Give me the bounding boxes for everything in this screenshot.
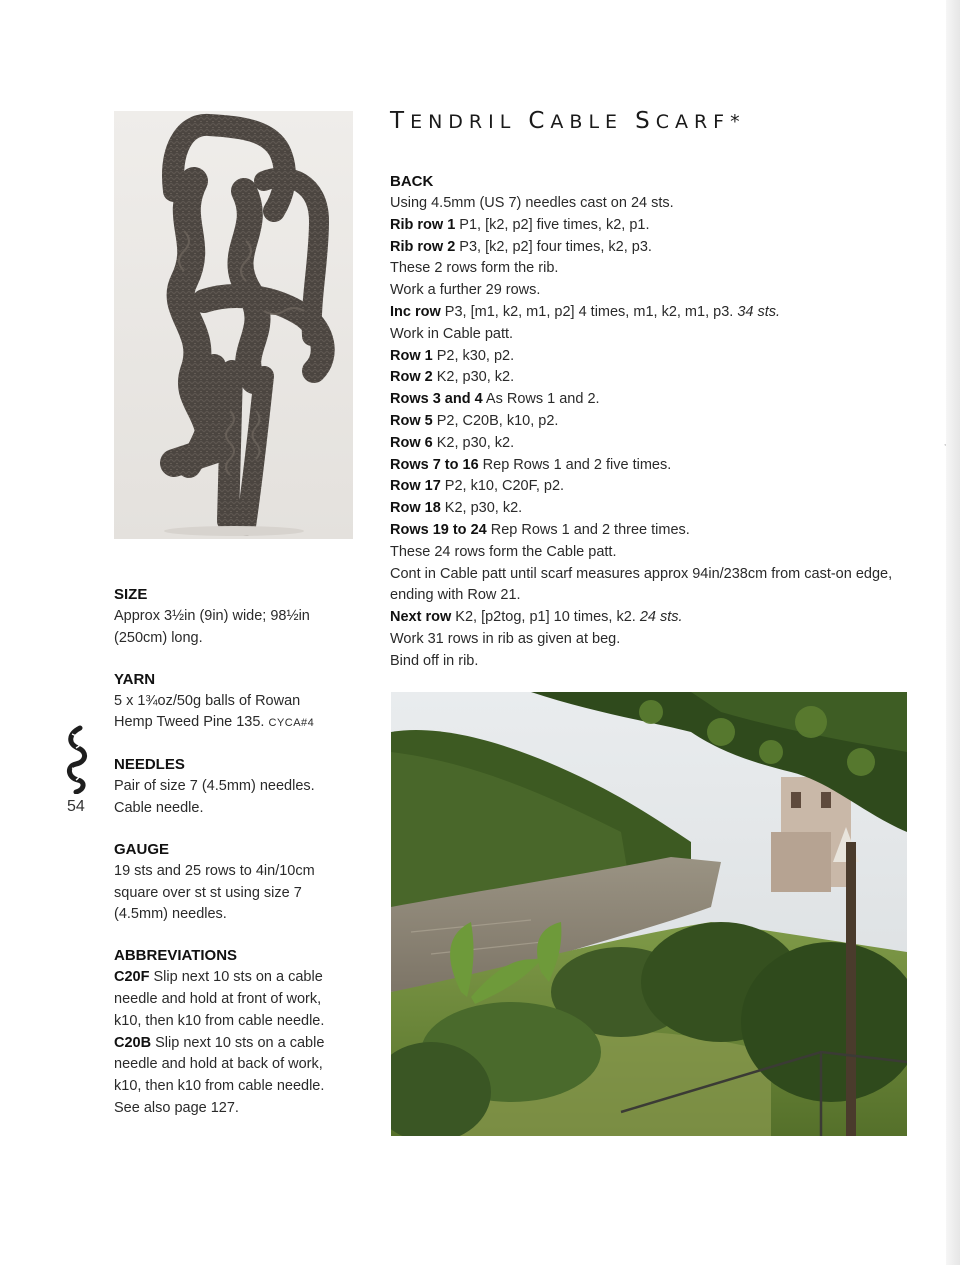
abbreviation-line: See also page 127.	[114, 1099, 239, 1116]
yarn-section	[114, 669, 354, 736]
yarn-heading: YARN	[114, 670, 156, 688]
abbreviations-heading: ABBREVIATIONS	[114, 947, 238, 965]
instruction-line: Row 18 K2, p30, k2.	[390, 500, 523, 517]
abbreviation-line: k10, then k10 from cable needle.	[114, 1012, 325, 1029]
instruction-line: These 24 rows form the Cable patt.	[390, 543, 617, 560]
instruction-line: Work 31 rows in rib as given at beg.	[390, 630, 621, 647]
needles-heading: NEEDLES	[114, 756, 185, 774]
cyca-weight: CYCA#4	[268, 717, 315, 730]
instruction-line: Row 5 P2, C20B, k10, p2.	[390, 412, 559, 429]
instruction-line: Cont in Cable patt until scarf measures approx 94in/238cm from cast-on edge, ending with Row 21.	[390, 565, 893, 604]
landscape-photo	[391, 692, 907, 1136]
gauge-line: (4.5mm) needles.	[114, 906, 227, 923]
size-line: Approx 3½in (9in) wide; 98½in	[114, 608, 310, 624]
abbreviation-line: needle and hold at back of work,	[114, 1056, 323, 1073]
cable-ornament-icon	[64, 724, 90, 794]
abbreviation-line: C20B Slip next 10 sts on a cable	[114, 1034, 325, 1051]
abbreviation-line: k10, then k10 from cable needle.	[114, 1078, 325, 1095]
instruction-line: Work in Cable patt.	[390, 325, 514, 342]
instruction-line: Rib row 1 P1, [k2, p2] five times, k2, p1.	[390, 216, 650, 233]
abbreviation-line: C20F Slip next 10 sts on a cable	[114, 969, 323, 986]
left-column	[114, 584, 354, 1139]
size-section	[114, 584, 354, 650]
back-instructions	[390, 171, 900, 673]
scarf-photo	[114, 111, 353, 539]
gauge-heading: GAUGE	[114, 840, 170, 858]
instruction-line: Bind off in rib.	[390, 652, 479, 669]
scan-speck: ,	[944, 438, 947, 447]
needles-section	[114, 754, 354, 820]
size-line: (250cm) long.	[114, 629, 203, 646]
needles-line: Pair of size 7 (4.5mm) needles.	[114, 778, 315, 795]
instruction-line: Using 4.5mm (US 7) needles cast on 24 sts.	[390, 195, 674, 211]
page-edge	[946, 0, 960, 1265]
page-title: TENDRIL CABLE SCARF*	[390, 108, 746, 134]
instruction-line: Row 6 K2, p30, k2.	[390, 434, 515, 451]
gauge-section	[114, 839, 354, 926]
abbreviations-section	[114, 945, 354, 1120]
needles-line: Cable needle.	[114, 799, 204, 816]
instruction-line: These 2 rows form the rib.	[390, 260, 559, 277]
instruction-line: Row 17 P2, k10, C20F, p2.	[390, 478, 565, 495]
page-number: 54	[67, 798, 85, 815]
abbreviation-line: needle and hold at front of work,	[114, 990, 322, 1007]
instruction-line: Row 2 K2, p30, k2.	[390, 369, 515, 386]
instruction-line: Inc row P3, [m1, k2, m1, p2] 4 times, m1, k2, m1, p3. 34 sts.	[390, 303, 781, 320]
instruction-line: Work a further 29 rows.	[390, 282, 541, 299]
instruction-line: Rows 7 to 16 Rep Rows 1 and 2 five times.	[390, 456, 672, 473]
yarn-line-2: Hemp Tweed Pine 135. CYCA#4	[114, 714, 315, 731]
instruction-line: Row 1 P2, k30, p2.	[390, 347, 515, 364]
instruction-line: Rows 19 to 24 Rep Rows 1 and 2 three times.	[390, 521, 690, 538]
yarn-line: 5 x 1¾oz/50g balls of Rowan	[114, 692, 301, 709]
back-heading: BACK	[390, 173, 434, 190]
instruction-line: Next row K2, [p2tog, p1] 10 times, k2. 24 sts.	[390, 609, 683, 626]
instruction-line: Rows 3 and 4 As Rows 1 and 2.	[390, 391, 600, 408]
instruction-line: Rib row 2 P3, [k2, p2] four times, k2, p3.	[390, 238, 652, 255]
gauge-line: 19 sts and 25 rows to 4in/10cm	[114, 862, 315, 879]
size-heading: SIZE	[114, 586, 148, 603]
gauge-line: square over st st using size 7	[114, 884, 302, 901]
